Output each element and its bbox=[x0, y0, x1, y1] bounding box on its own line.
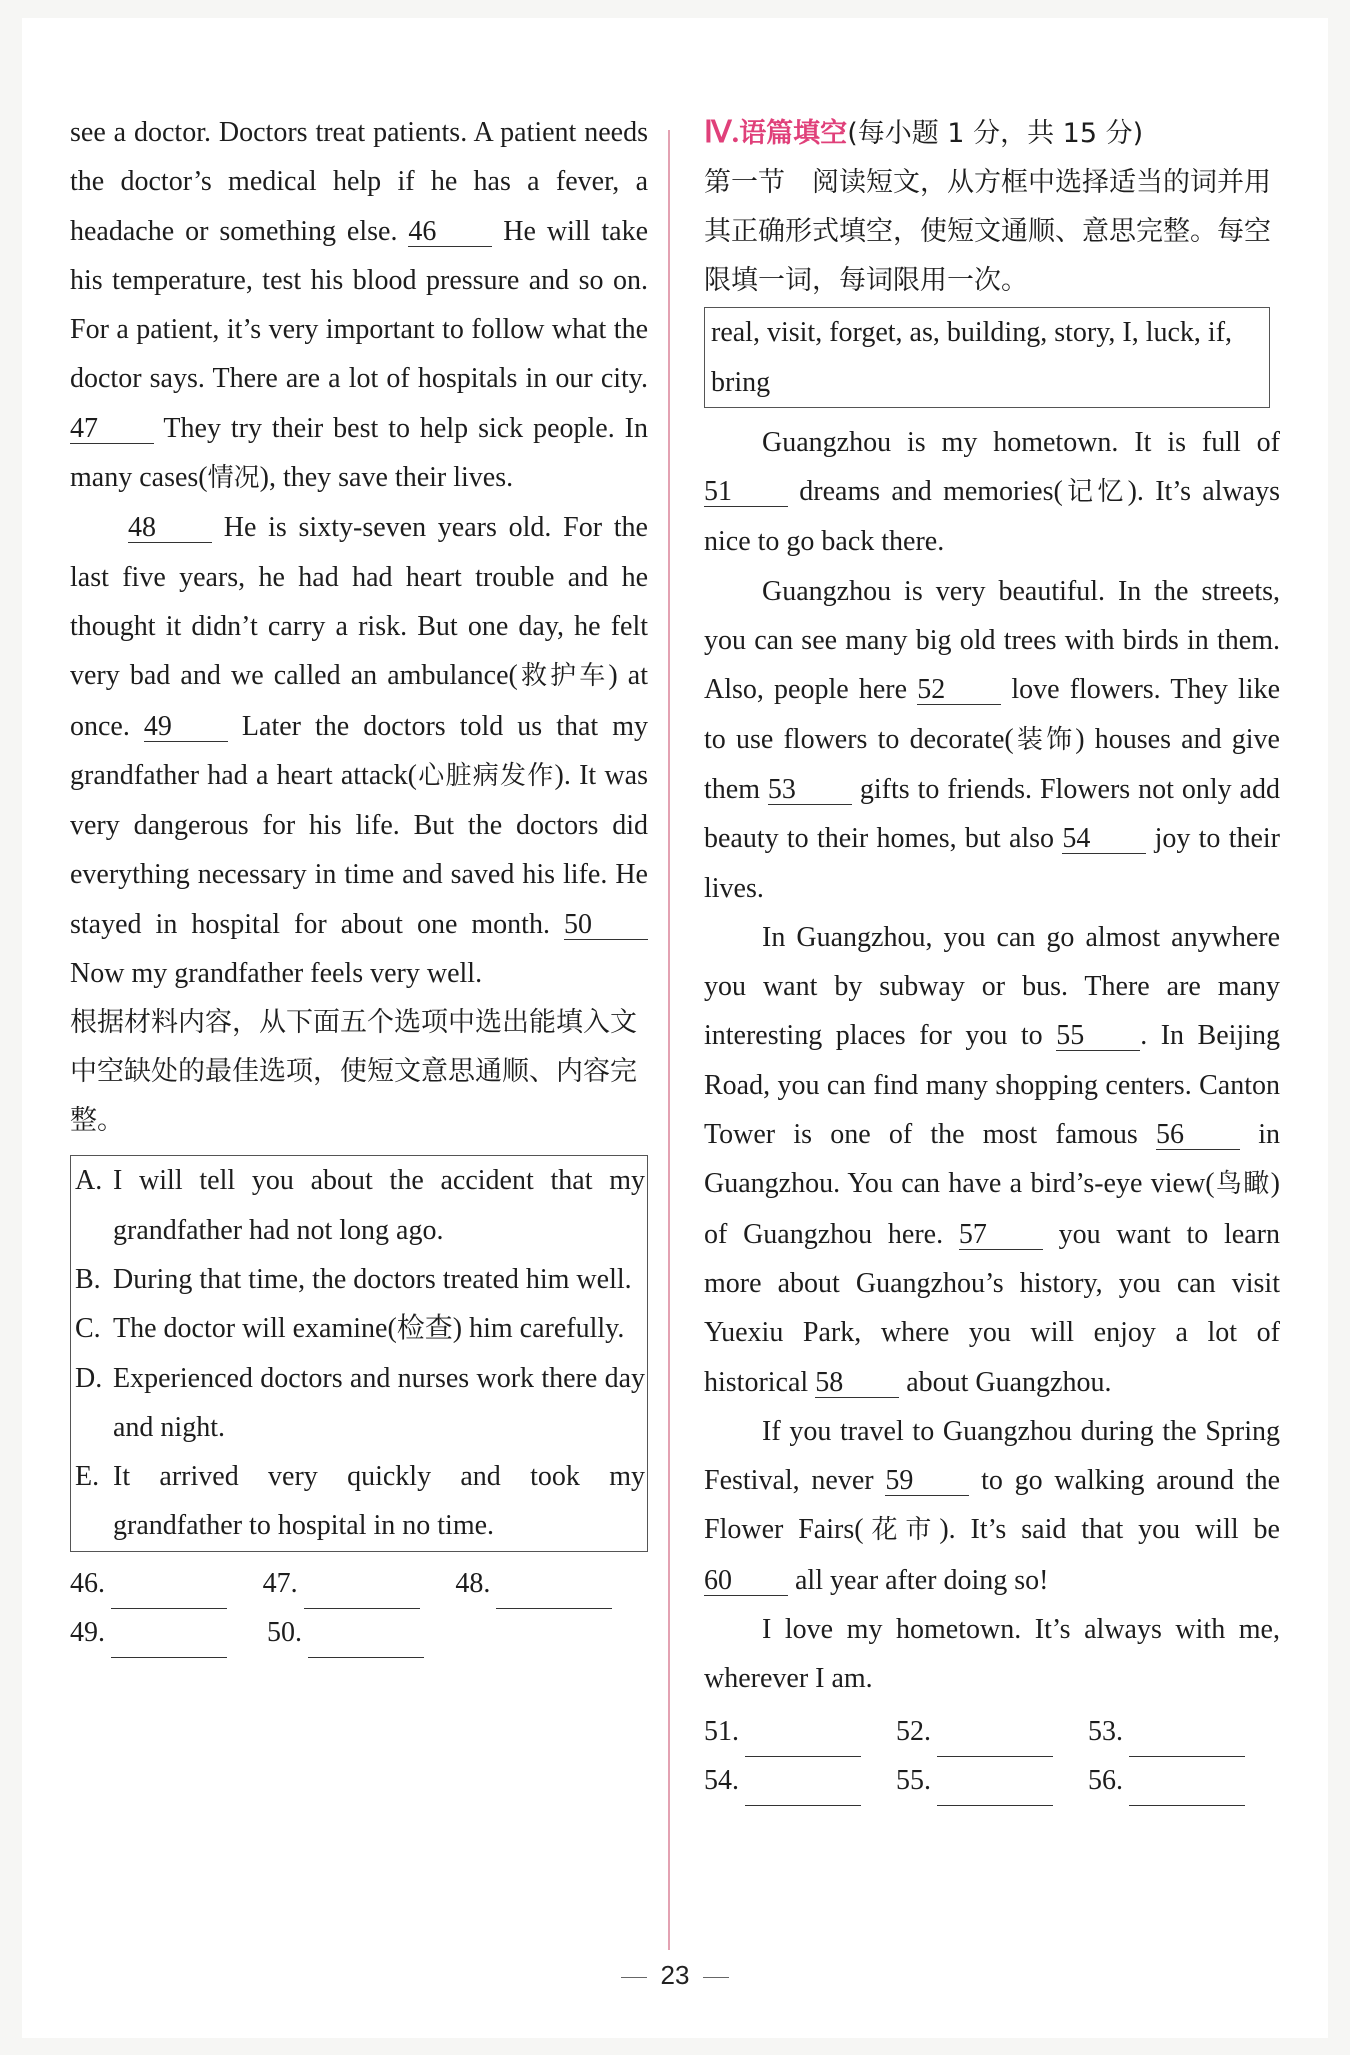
blank-54[interactable]: 54 bbox=[1062, 825, 1146, 854]
word-bank: real, visit, forget, as, building, story, I, luck, if, bring bbox=[704, 307, 1270, 408]
answer-row bbox=[70, 1609, 648, 1658]
section-title: Ⅳ.语篇填空(每小题 1 分，共 15 分) bbox=[704, 116, 1144, 149]
blank-51[interactable]: 51 bbox=[704, 478, 788, 507]
blank-60[interactable]: 60 bbox=[704, 1567, 788, 1596]
answer-54[interactable]: 54. bbox=[704, 1756, 896, 1805]
passage-paragraph: Guangzhou is my hometown. It is full of 51 dreams and memories(记忆). It’s always nice to go back there. bbox=[704, 426, 1280, 558]
answer-51[interactable]: 51. bbox=[704, 1707, 896, 1756]
blank-48[interactable]: 48 bbox=[128, 514, 212, 543]
blank-46[interactable]: 46 bbox=[408, 218, 492, 247]
answer-55[interactable]: 55. bbox=[896, 1756, 1088, 1805]
right-column bbox=[704, 108, 1280, 1806]
passage-paragraph: In Guangzhou, you can go almost anywhere you want by subway or bus. There are many interesting places for you to 55 . In Beijing Road, you can find many shopping centers. Canton Tower is one of the most famous 56 in Guangzhou. You can have a bird’s-eye view(鸟瞰) of Guangzhou here. 57 you want to learn more about Guangzhou’s history, you can visit Yuexiu Park, where you will enjoy a lot of historical 58 about Guangzhou. bbox=[704, 921, 1281, 1398]
blank-50[interactable]: 50 bbox=[564, 911, 648, 940]
task-instruction: 第一节 阅读短文，从方框中选择适当的词并用其正确形式填空，使短文通顺、意思完整。每空限填一词，每词限用一次。 bbox=[704, 167, 1271, 297]
workbook-page bbox=[22, 18, 1328, 2038]
answer-52[interactable]: 52. bbox=[896, 1707, 1088, 1756]
option-b: B. During that time, the doctors treated him well. bbox=[75, 1263, 632, 1295]
task-instruction: 根据材料内容，从下面五个选项中选出能填入文中空缺处的最佳选项，使短文意思通顺、内容完整。 bbox=[70, 1007, 637, 1137]
passage-paragraph: I love my hometown. It’s always with me, wherever I am. bbox=[704, 1614, 1280, 1695]
left-column bbox=[70, 108, 648, 1658]
answer-lines bbox=[70, 1560, 648, 1658]
passage-paragraph: Guangzhou is very beautiful. In the streets, you can see many big old trees with birds in them. Also, people here 52 love flowers. They like to use flowers to decorate(装饰) houses and give them 53 gifts to friends. Flowers not only add beauty to their homes, but also 54 joy to their lives. bbox=[704, 575, 1280, 904]
options-box bbox=[70, 1155, 648, 1551]
page-number: 23 bbox=[22, 1960, 1328, 1991]
option-c: C. The doctor will examine(检查) him carefully. bbox=[75, 1313, 625, 1345]
passage-paragraph: see a doctor. Doctors treat patients. A patient needs the doctor’s medical help if he has a fever, a headache or something else. 46 He will take his temperature, test his blood pressure and so on. For a patient, it’s very important to follow what the doctor says. There are a lot of hospitals in our city. 47 They try their best to help sick people. In many cases(情况), they save their lives. bbox=[70, 117, 649, 494]
dash-right bbox=[703, 1977, 729, 1978]
passage-paragraph: 48 He is sixty-seven years old. For the last five years, he had had heart trouble and he thought it didn’t carry a risk. But one day, he felt very bad and we called an ambulance(救护车) at once. 49 Later the doctors told us that my grandfather had a heart attack(心脏病发作). It was very dangerous for his life. But the doctors did everything necessary in time and saved his life. He stayed in hospital for about one month. 50 Now my grandfather feels very well. bbox=[70, 512, 648, 990]
answer-53[interactable]: 53. bbox=[1088, 1707, 1280, 1756]
blank-49[interactable]: 49 bbox=[144, 713, 228, 742]
blank-53[interactable]: 53 bbox=[768, 776, 852, 805]
option-a: A. I will tell you about the accident that my grandfather had not long ago. bbox=[75, 1165, 645, 1246]
answer-47[interactable]: 47. bbox=[263, 1559, 456, 1608]
option-d: D. Experienced doctors and nurses work there day and night. bbox=[75, 1362, 645, 1443]
answer-lines bbox=[704, 1708, 1280, 1806]
dash-left bbox=[621, 1977, 647, 1978]
blank-57[interactable]: 57 bbox=[959, 1221, 1043, 1250]
passage-paragraph: If you travel to Guangzhou during the Spring Festival, never 59 to go walking around the Flower Fairs(花市). It’s said that you will be 60 all year after doing so! bbox=[704, 1415, 1281, 1596]
answer-56[interactable]: 56. bbox=[1088, 1756, 1280, 1805]
answer-48[interactable]: 48. bbox=[455, 1559, 648, 1608]
blank-58[interactable]: 58 bbox=[815, 1369, 899, 1398]
blank-47[interactable]: 47 bbox=[70, 415, 154, 444]
answer-49[interactable]: 49. bbox=[70, 1608, 267, 1657]
blank-56[interactable]: 56 bbox=[1156, 1121, 1240, 1150]
blank-55[interactable]: 55 bbox=[1056, 1022, 1140, 1051]
blank-59[interactable]: 59 bbox=[885, 1467, 969, 1496]
blank-52[interactable]: 52 bbox=[917, 676, 1001, 705]
answer-46[interactable]: 46. bbox=[70, 1559, 263, 1608]
answer-row bbox=[70, 1560, 648, 1609]
answer-row bbox=[704, 1708, 1280, 1757]
column-divider bbox=[668, 130, 670, 1950]
option-e: E. It arrived very quickly and took my grandfather to hospital in no time. bbox=[75, 1461, 645, 1542]
answer-row bbox=[704, 1757, 1280, 1806]
answer-50[interactable]: 50. bbox=[267, 1608, 464, 1657]
